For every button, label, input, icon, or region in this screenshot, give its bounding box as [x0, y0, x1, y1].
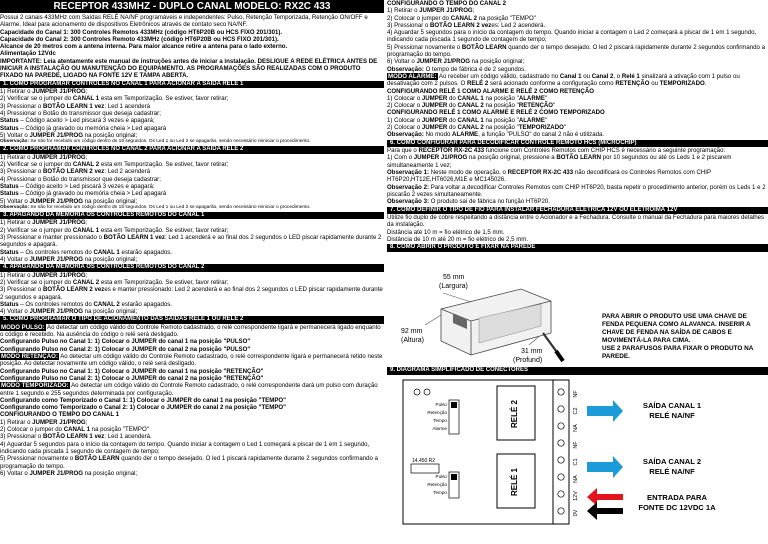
instruction-line: 6) Voltar o JUMPER J1/PROG na posição original;: [387, 58, 525, 66]
instruction-line: 3) Pressionar o BOTÃO LEARN 2 vez: Led 2 acenderá: [0, 168, 151, 176]
terminal-pin-label: NF: [573, 390, 579, 398]
terminal-pin-label: 0V: [573, 509, 579, 517]
connector-diagram: [387, 372, 768, 544]
open-instructions: PARA ABRIR O PRODUTO USE UMA CHAVE DE FENDA PEQUENA COMO ALAVANCA. INSERIR A CHAVE DE FENDA NA SAÍDA DE CABOS E MOVIMENTÁ-LA PARA CIMA. USE 2 PARAFUSOS PARA FIXAR O PRODUTO NA PAREDE.: [602, 313, 754, 360]
instruction-line: 1) Retirar o JUMPER J1/PROG;: [0, 153, 88, 161]
instruction-line: 3) Pressionar o BOTÃO LEARN 2 vezes: Led 2 acenderá.: [387, 21, 546, 29]
section-header-s3: 3. APAGANDO DA MEMÓRIA OS CONTROLES REMOTOS DO CANAL 1: [0, 212, 384, 220]
product-figure: [387, 267, 768, 367]
instruction-line: 3) Pressionar o BOTÃO LEARN 2 vezes e manter pressionado: Led 2 acenderá e ao final dos 2 segundos o LED piscar rapidamente durante 2 segundos e apagará.: [0, 286, 383, 301]
svg-text:RELÉ NA/NF: RELÉ NA/NF: [649, 467, 695, 476]
instruction-line: 2) Colocar o JUMPER do CANAL 2 na posição "TEMPORIZADO": [387, 124, 567, 132]
jumper-label: Tempo: [433, 490, 447, 495]
jumper-block-2: [449, 472, 459, 498]
instruction-line: Configurando como Temporizado o Canal 2: 1) Colocar o JUMPER do canal 2 na posição "TEMPO": [0, 404, 287, 412]
jumper-label: Pulso: [435, 474, 447, 479]
instruction-line: MODO PULSO: Ao detectar um código válido do Controle Remoto cadastrado, o relé correspondente ligará e permanecerá ligado enquanto o código é recebido. Na ausência do código o relé será desligado.: [0, 323, 381, 339]
instruction-line: MODO TEMPORIZADO: Ao detectar um código válido do Controle Remoto cadastrado, o relé correspondente dará um pulso com duração entre 1 segundo e 255 segundos determinada por configuração.: [0, 382, 378, 397]
instruction-line: Status – Código já gravado ou memória cheia > Led apagará: [0, 190, 167, 198]
instruction-line: Status – Código aceito > Led piscará 3 vezes e apagará;: [0, 117, 155, 125]
instruction-line: 3) Pressionar o BOTÃO LEARN 1 vez: Led 1 acenderá.: [0, 433, 152, 441]
left-column: [0, 14, 384, 477]
terminal-screw: [558, 457, 564, 463]
instruction-line: MODO RETENÇÃO: Ao detectar um código válido do Controle Remoto cadastrado, o relé correspondente ligará e permanecerá retido neste posição. Ao detectar novamente um código válido, o relé será desligado.: [0, 353, 383, 368]
instruction-line: 3) Pressionar o BOTÃO LEARN 1 vez: Led 1 acenderá: [0, 102, 151, 110]
instruction-line: Observação 2: Para voltar a decodificar Controles Remotos com CHIP HT6P20, basta repetir o procedimento anterior, porém os Leds 1 e 2 piscarão 2 vezes simultaneamente.: [387, 183, 766, 198]
instruction-line: Configurando Pulso no Canal 1: 1) Colocar o JUMPER do canal 1 na posição "PULSO": [0, 338, 251, 346]
power-input-label: ENTRADA PARA: [647, 493, 707, 502]
instruction-line: 2) Colocar o jumper do CANAL 1 na posição "TEMPO": [0, 426, 149, 434]
instruction-line: Observação: No modo ALARME, a função "PULSO" do canal 2 não é utilizada.: [387, 131, 605, 139]
terminal-pin-label: C1: [573, 458, 579, 466]
instruction-line: 4) Voltar o JUMPER J1/PROG na posição original;: [0, 255, 138, 263]
intro-paragraph: Alimentação 12Vdc: [0, 50, 56, 58]
terminal-screw: [558, 508, 564, 514]
instruction-line: 2) Colocar o JUMPER do CANAL 2 na posição "RETENÇÃO": [387, 102, 556, 110]
instruction-line: Status – Código aceito > Led piscará 3 vezes e apagará;: [0, 182, 155, 190]
intro-paragraph: IMPORTANTE: Leia atentamente este manual de instruções antes de iniciar a instalação. DESLIGUE A REDE ELÉTRICA ANTES DE INICIAR A INSTALAÇÃO OU MANUTENÇÃO DO EQUIPAMENTO. AS PROGRAMAÇÕES SÃO REALIZADAS COM O PRODUTO FIXADO NA PAREDE, LIGADO NA FONTE 12V E TAMPA ABERTA.: [0, 57, 378, 80]
instruction-line: 2) Verificar se o jumper do CANAL 2 esta em Temporização. Se estiver, favor retirar;: [0, 161, 229, 169]
document-title: RECEPTOR 433MHZ - DUPLO CANAL MODELO: RX2C 433: [0, 0, 384, 13]
intro-paragraph: Alcance de 20 metros com a antena interna. Para maior alcance retire a antena para o lado externo.: [0, 43, 288, 51]
instruction-line: CONFIGURANDO O TEMPO DO CANAL 1: [0, 411, 120, 419]
terminal-screw: [558, 389, 564, 395]
jumper-label: Pulso: [435, 402, 447, 407]
arrow-power-negative: [587, 502, 623, 520]
instruction-line: CONFIGURANDO RELÉ 1 COMO ALARME E RELÉ 2 COMO TEMPORIZADO: [387, 109, 605, 117]
dim-height-sub: (Altura): [401, 337, 424, 344]
instruction-line: Configurando Pulso no Canal 2: 1) Colocar o JUMPER do canal 2 na posição "RETENÇÃO": [0, 374, 264, 382]
arrow-output-channel-2: [587, 456, 623, 478]
instruction-line: 2) Verificar se o jumper do CANAL 1 esta em Temporização. Se estiver, favor retirar;: [0, 95, 229, 103]
product-illustration: [387, 267, 768, 367]
instruction-line: 2) Verificar se o jumper do CANAL 2 esta em Temporização. Se estiver, favor retirar;: [0, 278, 229, 286]
jumper-block-1: [449, 400, 459, 434]
instruction-line: Status – Código já gravado ou memória cheia > Led apagará: [0, 124, 167, 132]
dim-width-sub: (Largura): [439, 283, 468, 290]
instruction-line: Para que o RECEPTOR RX-2C 433 funcione com Controles Remotos com CHIP HCS é necessário a seguinte programação:: [387, 147, 726, 155]
instruction-line: 4) Pressionar o Botão do transmissor que deseja cadastrar;: [0, 110, 161, 118]
instruction-line: 2) Verificar se o jumper do CANAL 1 esta em Temporização. Se estiver, favor retirar;: [0, 226, 229, 234]
section-header-s2: 2. COMO PROGRAMAR CONTROLES NO CANAL 2 PARA ACIONAR A SAÍDA RELÉ 2: [0, 146, 384, 154]
dim-height-label: 92 mm: [401, 328, 423, 335]
section-header-s8: 8. COMO ABRIR O PRODUTO E FIXAR NA PAREDE: [387, 244, 768, 252]
output-channel-2-label: SAÍDA CANAL 2: [642, 457, 702, 466]
instruction-line: 1) Colocar o JUMPER do CANAL 1 na posição "ALARME": [387, 94, 548, 102]
instruction-line: 1) Retirar o JUMPER J1/PROG;: [0, 88, 88, 96]
dim-depth-label: 31 mm: [521, 348, 543, 355]
section-header-s7: 7. COMO DEFINIR O TIPO DE FIO PARA INSTALAR FECHADURA ELÉTRICA 12V OU ELETROÍMÃ 12V: [387, 207, 768, 215]
instruction-line: Utilize fio duplo de cobre respeitando a distância entre o Acionador e a Fechadura. Consulte o manual da Fechadura para maiores detalhes da instalação.: [387, 214, 765, 229]
instruction-line: Distância até 10 m = fio elétrico de 1,5 mm.: [387, 228, 505, 236]
instruction-line: 1) Com o JUMPER J1/PROG na posição original, pressione a BOTÃO LEARN por 10 segundos ou até os Leds 1 e 2 piscarem simultaneamente 1 vez;: [387, 154, 732, 169]
section-note: Observação: Se não for recebido um código dentro de 15 segundos. Os Led 1 ou Led 2 se apagarão, sendo necessário reiniciar o procedimento.: [0, 139, 311, 145]
right-column: [387, 0, 768, 252]
jumper-label: Retenção: [427, 410, 447, 415]
instruction-line: Observação: O tempo de fábrica é de 2 segundos.: [387, 65, 526, 73]
instruction-line: 1) Retirar o JUMPER J1/PROG;: [0, 219, 88, 227]
instruction-line: 5) Voltar o JUMPER J1/PROG na posição original;: [0, 197, 138, 205]
instruction-line: 5) Pressionar novamente o BOTÃO LEARN quando der o tempo desejado. O led 1 piscará rapidamente durante 2 segundos confirmando a programação do tempo.: [0, 455, 379, 470]
terminal-screw: [558, 423, 564, 429]
intro-paragraph: Capacidade do Canal 2: 300 Controles Remoto 433MHz (código HT6P20B ou HCS FIXO 201/301).: [0, 35, 279, 43]
instruction-line: Status – Os controles remotos do CANAL 2 estarão apagados.: [0, 300, 172, 308]
section-header-s1: 1. COMO PROGRAMAR CONTROLES NO CANAL 1 PARA ACIONAR A SAÍDA RELÉ 1: [0, 81, 384, 89]
instruction-line: 1) Retirar o JUMPER J1/PROG;: [387, 7, 475, 15]
instruction-line: 1) Retirar o JUMPER J1/PROG;: [0, 271, 88, 279]
intro-paragraph: Capacidade do Canal 1: 300 Controles Remotos 433MHz (código HT6P20B ou HCS FIXO 201/301).: [0, 28, 283, 36]
jumper-label: Tempo: [433, 418, 447, 423]
terminal-pin-label: C2: [573, 407, 579, 415]
instruction-line: Configurando Pulso no Canal 1: 1) Colocar o JUMPER do canal 1 na posição "RETENÇÃO": [0, 367, 264, 375]
instruction-line: 3) Pressionar e manter pressionado o BOTÃO LEARN 1 vez: Led 1 acenderá e ao final dos 2 segundos o LED piscar rapidamente durante 2 segundos e apagará.: [0, 233, 382, 249]
svg-text:FONTE DC 12VDC 1A: FONTE DC 12VDC 1A: [638, 503, 716, 512]
instruction-line: 5) Voltar o JUMPER J1/PROG na posição original;: [0, 131, 138, 139]
terminal-screw: [558, 491, 564, 497]
terminal-screw: [558, 474, 564, 480]
svg-text:RELÉ NA/NF: RELÉ NA/NF: [649, 411, 695, 420]
instruction-line: 1) Retirar o JUMPER J1/PROG;: [0, 418, 88, 426]
relay-1-label: RELÉ 1: [510, 467, 519, 497]
section-header-s6: 6. COMO CONFIGURAR PARA DECODIFICAR CONTROLE REMOTO HCS (MICROCHIP): [387, 140, 768, 148]
instruction-line: 4) Aguardar 5 segundos para o início da contagem do tempo. Quando iniciar a contagem o Led 2 começará a piscar de 1 em 1 segundo, indicando cada piscada 1 segundo de contagem de tempo;: [387, 29, 757, 44]
intro-paragraph: Possui 2 canais 433MHz com Saídas RELÉ NA/NF programáveis e independentes: Pulso, Retenção Temporizada, Retenção ON/OFF e Alarme. Ideal para acionamento de dispositivos Eletrônicos através de contato seco NA/NF.: [0, 14, 368, 29]
instruction-line: Observação 1: Neste modo de operação, o RECEPTOR RX-2C 433 não decodificará os Controles Remotos com CHIP HT6P20,HT12E,HT6026,M1E e MC145026.: [387, 169, 711, 184]
frequency-label: 14.450 R2: [412, 458, 436, 464]
instruction-line: 1) Colocar o JUMPER do CANAL 1 na posição "ALARME": [387, 116, 548, 124]
config-tempo-canal-2-heading: CONFIGURANDO O TEMPO DO CANAL 2: [387, 0, 507, 7]
dim-width-label: 55 mm: [443, 274, 465, 281]
jumper-label: Alarme: [432, 426, 447, 431]
instruction-line: 6) Voltar o JUMPER J1/PROG na posição original;: [0, 469, 138, 477]
instruction-line: Distância de 10 m até 20 m = fio elétrico de 2,5 mm.: [387, 235, 529, 243]
jumper-label: Retenção: [427, 482, 447, 487]
relay-2-label: RELÉ 2: [510, 399, 519, 429]
instruction-line: MODO ALARME: Ao receber um código válido, cadastrado no Canal 1 ou Canal 2, o Relé 1 sinalizará a ativação com 1 pulso ou desativação com 2 pulsos. O RELÉ 2 será acionado conforme a configuração como RETENÇÃO ou TEMPORIZADO.: [387, 72, 740, 88]
output-channel-1-label: SAÍDA CANAL 1: [642, 401, 702, 410]
terminal-screw: [558, 406, 564, 412]
arrow-power-positive: [587, 488, 623, 506]
terminal-pin-label: 12V: [573, 491, 579, 501]
instruction-line: Configurando como Temporizado o Canal 1: 1) Colocar o JUMPER do canal 1 na posição "TEMPO": [0, 396, 287, 404]
instruction-line: 5) Pressionar novamente o BOTÃO LEARN quando der o tempo desejado. O led 2 piscará rapidamente durante 2 segundos confirmando a programação do tempo.: [387, 43, 766, 59]
instruction-line: 4) Voltar o JUMPER J1/PROG na posição original;: [0, 308, 138, 316]
connector-svg: [387, 372, 768, 544]
terminal-pin-label: NA: [573, 424, 579, 432]
section-header-s5: 5. COMO PROGRAMAR O TIPO DE ACIONAMENTO DAS SAÍDAS RELÉ 1 OU RELÉ 2: [0, 316, 384, 324]
section-note: Observação: Se não for recebido um código dentro de 15 segundos. Os Led 1 ou Led 2 se apagarão, sendo necessário reiniciar o procedimento.: [0, 204, 311, 210]
section-header-s9: 9. DIAGRAMA SIMPLIFICADO DE CONECTORES: [387, 367, 768, 375]
instruction-line: Observação 3: O produto sai de fábrica no função HT6P20.: [387, 198, 550, 206]
arrow-output-channel-1: [587, 400, 623, 422]
instruction-line: CONFIGURANDO RELÉ 1 COMO ALARME E RELÉ 2 COMO RETENÇÃO: [387, 87, 594, 95]
dim-depth-sub: (Profund): [513, 357, 543, 364]
instruction-line: Status – Os controles remotos do CANAL 1 estarão apagados.: [0, 248, 172, 256]
instruction-line: 4) Aguardar 5 segundos para o início da contagem do tempo. Quando iniciar a contagem o Led 1 começará a piscar de 1 em 1 segundo, indicando cada piscada 1 segundo de contagem de tempo;: [0, 440, 370, 455]
terminal-screw: [558, 440, 564, 446]
terminal-pin-label: NA: [573, 475, 579, 483]
terminal-pin-label: NF: [573, 441, 579, 449]
instruction-line: Configurando Pulso no Canal 2: 1) Colocar o JUMPER do canal 2 na posição "PULSO": [0, 345, 251, 353]
section-header-s4: 4. APAGANDO DA MEMÓRIA OS CONTROLES REMOTOS DO CANAL 2: [0, 264, 384, 272]
instruction-line: 2) Colocar o jumper do CANAL 2 na posição "TEMPO": [387, 14, 536, 22]
instruction-line: 4) Pressionar o Botão do transmissor que deseja cadastrar;: [0, 175, 161, 183]
